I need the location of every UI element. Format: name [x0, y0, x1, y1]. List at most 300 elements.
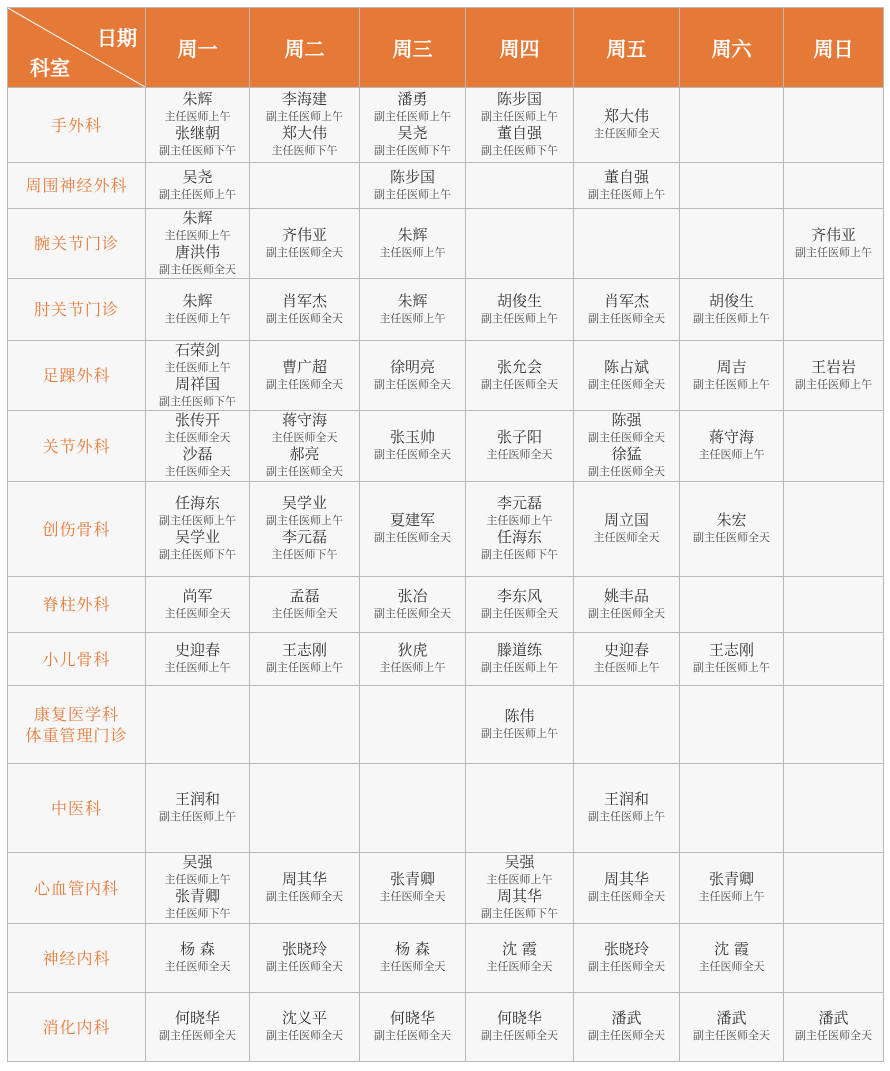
schedule-cell — [250, 924, 360, 993]
doctor-entry — [466, 708, 573, 742]
table-row — [8, 482, 884, 577]
doctor-title-session: 主任医师全天 — [271, 431, 338, 444]
doctor-entry — [466, 1010, 573, 1044]
day-header-sat: 周六 — [680, 8, 784, 88]
doctor-entry — [146, 888, 249, 922]
header-row — [8, 8, 884, 88]
doctor-entry — [250, 871, 359, 905]
schedule-cell — [466, 686, 574, 764]
doctor-name: 周吉 — [716, 357, 747, 376]
department-name-line: 神经内科 — [42, 948, 111, 968]
doctor-title-session: 副主任医师上午 — [588, 187, 665, 201]
department-name-line: 中医科 — [50, 798, 102, 818]
doctor-title-session: 副主任医师全天 — [481, 606, 558, 620]
doctor-entry — [466, 125, 573, 159]
doctor-title-session: 主任医师上午 — [379, 661, 446, 674]
doctor-name: 王志刚 — [281, 641, 327, 659]
schedule-cell — [360, 924, 466, 993]
schedule-cell — [360, 633, 466, 686]
doctor-entry — [680, 359, 783, 393]
doctor-entry — [360, 359, 465, 393]
doctor-title-session: 主任医师上午 — [593, 661, 660, 674]
doctor-title-session: 主任医师上午 — [698, 448, 765, 461]
doctor-name: 齐伟亚 — [810, 225, 856, 244]
schedule-cell — [784, 279, 884, 341]
schedule-cell — [146, 411, 250, 482]
schedule-cell — [146, 633, 250, 686]
doctor-entry — [784, 1010, 883, 1044]
doctor-entry — [466, 495, 573, 529]
doctor-entry — [574, 791, 679, 825]
doctor-title-session: 主任医师上午 — [164, 228, 231, 242]
schedule-cell — [466, 764, 574, 853]
schedule-cell — [360, 279, 466, 341]
doctor-title-session: 主任医师全天 — [486, 960, 553, 973]
doctor-name: 朱辉 — [182, 291, 213, 310]
clinic-schedule-table — [7, 7, 884, 1062]
doctor-title-session: 主任医师全天 — [164, 960, 231, 973]
doctor-title-session: 副主任医师全天 — [266, 1029, 343, 1042]
department-name — [8, 209, 146, 279]
doctor-title-session: 副主任医师全天 — [693, 1029, 770, 1042]
doctor-name: 张青卿 — [174, 887, 220, 905]
doctor-title-session: 副主任医师全天 — [588, 465, 665, 478]
doctor-title-session: 副主任医师全天 — [266, 465, 343, 478]
doctor-name: 张允会 — [496, 357, 542, 376]
doctor-title-session: 主任医师下午 — [164, 907, 231, 920]
department-name — [8, 853, 146, 924]
doctor-title-session: 副主任医师上午 — [159, 514, 236, 527]
doctor-title-session: 副主任医师全天 — [588, 960, 665, 973]
doctor-title-session: 主任医师上午 — [164, 110, 231, 123]
doctor-title-session: 主任医师全天 — [164, 606, 231, 620]
department-name-line: 肘关节门诊 — [33, 300, 119, 319]
day-header-tue: 周二 — [250, 8, 360, 88]
doctor-title-session: 副主任医师下午 — [159, 548, 236, 561]
department-name-line: 关节外科 — [42, 436, 111, 456]
department-name — [8, 279, 146, 341]
doctor-name: 夏建军 — [389, 511, 435, 529]
schedule-cell — [574, 411, 680, 482]
doctor-name: 齐伟亚 — [281, 225, 327, 244]
doctor-name: 姚丰品 — [603, 586, 649, 605]
doctor-title-session: 副主任医师全天 — [266, 890, 343, 903]
doctor-entry — [250, 446, 359, 480]
doctor-entry — [146, 293, 249, 327]
doctor-name: 张继朝 — [174, 124, 220, 142]
schedule-cell — [574, 279, 680, 341]
doctor-entry — [680, 293, 783, 327]
schedule-cell — [680, 853, 784, 924]
department-name — [8, 482, 146, 577]
doctor-title-session: 副主任医师上午 — [588, 810, 665, 823]
doctor-title-session: 主任医师全天 — [698, 960, 765, 973]
schedule-cell — [574, 482, 680, 577]
doctor-name: 肖军杰 — [603, 291, 649, 310]
schedule-cell — [784, 88, 884, 163]
schedule-cell — [466, 482, 574, 577]
doctor-name: 周其华 — [603, 870, 649, 888]
department-name-line: 脊柱外科 — [42, 595, 111, 614]
schedule-cell — [146, 88, 250, 163]
schedule-cell — [250, 633, 360, 686]
doctor-title-session: 主任医师全天 — [164, 431, 231, 444]
schedule-cell — [574, 853, 680, 924]
doctor-title-session: 副主任医师全天 — [266, 960, 343, 973]
schedule-cell — [466, 341, 574, 411]
doctor-title-session: 副主任医师全天 — [588, 890, 665, 903]
doctor-name: 曹广超 — [281, 357, 327, 376]
schedule-cell — [784, 411, 884, 482]
doctor-entry — [466, 359, 573, 393]
schedule-cell — [466, 209, 574, 279]
department-name-line: 消化内科 — [42, 1017, 111, 1037]
schedule-cell — [574, 341, 680, 411]
doctor-title-session: 副主任医师全天 — [159, 262, 236, 276]
doctor-entry — [146, 941, 249, 975]
doctor-entry — [250, 227, 359, 261]
doctor-title-session: 副主任医师全天 — [481, 1029, 558, 1042]
doctor-name: 周其华 — [496, 887, 542, 905]
doctor-title-session: 主任医师全天 — [164, 465, 231, 478]
table-row — [8, 577, 884, 633]
doctor-name: 吴学业 — [174, 528, 220, 546]
doctor-name: 王润和 — [174, 790, 220, 808]
schedule-cell — [784, 686, 884, 764]
schedule-cell — [360, 577, 466, 633]
doctor-title-session: 副主任医师下午 — [374, 144, 451, 157]
department-name-line: 腕关节门诊 — [33, 234, 119, 253]
schedule-cell — [466, 924, 574, 993]
doctor-name: 王志刚 — [708, 641, 754, 659]
doctor-name: 潘武 — [716, 1009, 747, 1027]
doctor-entry — [250, 293, 359, 327]
doctor-entry — [250, 495, 359, 529]
doctor-entry — [146, 125, 249, 159]
department-name — [8, 88, 146, 163]
schedule-cell — [466, 993, 574, 1062]
doctor-name: 尚军 — [182, 586, 213, 605]
doctor-name: 陈步国 — [389, 167, 435, 186]
doctor-title-session: 副主任医师上午 — [481, 661, 558, 674]
doctor-name: 周祥国 — [174, 374, 220, 393]
doctor-entry — [466, 888, 573, 922]
doctor-title-session: 主任医师全天 — [486, 448, 553, 461]
doctor-title-session: 主任医师上午 — [164, 311, 231, 325]
doctor-name: 李元磊 — [496, 494, 542, 512]
doctor-entry — [146, 210, 249, 244]
table-row — [8, 163, 884, 209]
doctor-title-session: 副主任医师上午 — [693, 377, 770, 391]
department-name — [8, 411, 146, 482]
doctor-title-session: 主任医师下午 — [271, 144, 338, 157]
schedule-cell — [466, 163, 574, 209]
corner-cell — [8, 8, 146, 88]
doctor-entry — [250, 91, 359, 125]
doctor-entry — [466, 529, 573, 563]
schedule-cell — [680, 577, 784, 633]
department-name-line: 小儿骨科 — [42, 649, 111, 669]
doctor-entry — [574, 512, 679, 546]
doctor-entry — [574, 941, 679, 975]
department-name-line: 体重管理门诊 — [25, 725, 128, 745]
doctor-name: 吴尧 — [182, 167, 213, 186]
doctor-name: 潘武 — [611, 1009, 642, 1027]
schedule-cell — [574, 633, 680, 686]
doctor-entry — [250, 941, 359, 975]
doctor-entry — [146, 169, 249, 203]
department-name — [8, 341, 146, 411]
schedule-cell — [250, 341, 360, 411]
schedule-cell — [466, 411, 574, 482]
doctor-entry — [250, 359, 359, 393]
table-row — [8, 993, 884, 1062]
schedule-cell — [680, 88, 784, 163]
doctor-title-session: 副主任医师全天 — [374, 1029, 451, 1042]
doctor-title-session: 主任医师全天 — [379, 960, 446, 973]
schedule-cell — [146, 993, 250, 1062]
schedule-cell — [680, 279, 784, 341]
schedule-cell — [146, 577, 250, 633]
schedule-cell — [250, 482, 360, 577]
doctor-entry — [466, 642, 573, 676]
schedule-cell — [146, 686, 250, 764]
doctor-title-session: 副主任医师上午 — [159, 810, 236, 823]
schedule-cell — [784, 482, 884, 577]
doctor-title-session: 主任医师全天 — [271, 606, 338, 620]
doctor-name: 孟磊 — [289, 586, 320, 605]
doctor-entry — [250, 529, 359, 563]
doctor-name: 蒋守海 — [281, 411, 327, 429]
schedule-cell — [680, 633, 784, 686]
schedule-cell — [360, 993, 466, 1062]
doctor-name: 蒋守海 — [708, 428, 754, 446]
table-row — [8, 853, 884, 924]
schedule-cell — [784, 577, 884, 633]
schedule-cell — [680, 764, 784, 853]
schedule-cell — [466, 279, 574, 341]
doctor-name: 张子阳 — [496, 428, 542, 446]
schedule-cell — [146, 279, 250, 341]
doctor-name: 何晓华 — [496, 1009, 542, 1027]
department-name-line: 周围神经外科 — [25, 176, 128, 195]
doctor-entry — [146, 412, 249, 446]
schedule-cell — [784, 993, 884, 1062]
doctor-name: 史迎春 — [174, 641, 220, 659]
schedule-cell — [466, 853, 574, 924]
schedule-cell — [784, 853, 884, 924]
schedule-cell — [574, 993, 680, 1062]
doctor-name: 徐明亮 — [389, 357, 435, 376]
schedule-cell — [360, 341, 466, 411]
doctor-entry — [466, 854, 573, 888]
doctor-entry — [250, 642, 359, 676]
schedule-cell — [146, 764, 250, 853]
doctor-entry — [146, 244, 249, 278]
doctor-title-session: 副主任医师上午 — [795, 377, 872, 391]
doctor-title-session: 副主任医师上午 — [481, 311, 558, 325]
doctor-entry — [574, 293, 679, 327]
doctor-title-session: 副主任医师上午 — [481, 110, 558, 123]
doctor-entry — [360, 125, 465, 159]
doctor-name: 何晓华 — [389, 1009, 435, 1027]
doctor-entry — [146, 495, 249, 529]
doctor-title-session: 主任医师上午 — [164, 661, 231, 674]
doctor-name: 任海东 — [174, 494, 220, 512]
schedule-cell — [360, 163, 466, 209]
doctor-title-session: 主任医师全天 — [593, 531, 660, 544]
doctor-entry — [146, 642, 249, 676]
doctor-entry — [360, 91, 465, 125]
doctor-name: 陈步国 — [496, 90, 542, 108]
doctor-name: 史迎春 — [603, 641, 649, 659]
doctor-entry — [360, 1010, 465, 1044]
doctor-entry — [250, 125, 359, 159]
doctor-name: 王岩岩 — [810, 357, 856, 376]
department-name — [8, 993, 146, 1062]
doctor-title-session: 副主任医师上午 — [693, 661, 770, 674]
doctor-entry — [574, 1010, 679, 1044]
schedule-cell — [574, 924, 680, 993]
doctor-name: 狄虎 — [397, 641, 428, 659]
schedule-cell — [360, 764, 466, 853]
table-row — [8, 341, 884, 411]
doctor-title-session: 副主任医师全天 — [588, 311, 665, 325]
schedule-cell — [680, 411, 784, 482]
doctor-name: 陈伟 — [504, 706, 535, 725]
doctor-title-session: 副主任医师全天 — [374, 448, 451, 461]
doctor-entry — [360, 293, 465, 327]
doctor-entry — [574, 108, 679, 142]
schedule-cell — [146, 209, 250, 279]
doctor-name: 朱辉 — [397, 291, 428, 310]
schedule-cell — [360, 411, 466, 482]
doctor-entry — [146, 791, 249, 825]
doctor-title-session: 副主任医师全天 — [693, 531, 770, 544]
schedule-cell — [574, 209, 680, 279]
doctor-name: 周立国 — [603, 511, 649, 529]
doctor-name: 沙磊 — [182, 445, 213, 463]
doctor-entry — [146, 529, 249, 563]
schedule-cell — [574, 764, 680, 853]
doctor-title-session: 副主任医师上午 — [266, 514, 343, 527]
table-row — [8, 209, 884, 279]
corner-dept-label: 科室 — [30, 56, 70, 80]
doctor-name: 唐洪伟 — [174, 242, 220, 261]
doctor-entry — [146, 854, 249, 888]
doctor-title-session: 副主任医师全天 — [795, 1029, 872, 1042]
doctor-entry — [466, 941, 573, 975]
doctor-entry — [360, 429, 465, 463]
doctor-entry — [680, 941, 783, 975]
schedule-cell — [250, 577, 360, 633]
schedule-cell — [146, 924, 250, 993]
schedule-cell — [466, 88, 574, 163]
doctor-entry — [360, 871, 465, 905]
table-row — [8, 924, 884, 993]
doctor-name: 徐猛 — [611, 445, 642, 463]
schedule-cell — [250, 764, 360, 853]
table-row — [8, 88, 884, 163]
schedule-cell — [250, 411, 360, 482]
doctor-name: 何晓华 — [174, 1009, 220, 1027]
doctor-name: 郑大伟 — [603, 107, 649, 125]
day-header-mon: 周一 — [146, 8, 250, 88]
doctor-name: 胡俊生 — [496, 291, 542, 310]
doctor-entry — [680, 429, 783, 463]
table-row — [8, 686, 884, 764]
doctor-name: 张晓玲 — [281, 940, 327, 958]
doctor-title-session: 副主任医师全天 — [159, 1029, 236, 1042]
doctor-title-session: 副主任医师下午 — [481, 144, 558, 157]
doctor-name: 张玉帅 — [389, 428, 435, 446]
doctor-entry — [784, 227, 883, 261]
schedule-cell — [146, 163, 250, 209]
schedule-cell — [146, 341, 250, 411]
schedule-cell — [784, 633, 884, 686]
doctor-entry — [250, 1010, 359, 1044]
doctor-title-session: 副主任医师全天 — [588, 1029, 665, 1042]
schedule-cell — [784, 209, 884, 279]
schedule-cell — [680, 686, 784, 764]
doctor-entry — [574, 871, 679, 905]
doctor-title-session: 副主任医师全天 — [588, 431, 665, 444]
doctor-title-session: 副主任医师上午 — [795, 245, 872, 259]
doctor-name: 潘勇 — [397, 90, 428, 108]
day-header-wed: 周三 — [360, 8, 466, 88]
doctor-title-session: 副主任医师全天 — [374, 377, 451, 391]
doctor-name: 吴尧 — [397, 124, 428, 142]
schedule-cell — [574, 577, 680, 633]
schedule-cell — [360, 482, 466, 577]
department-name-line: 足踝外科 — [42, 366, 111, 385]
doctor-entry — [360, 588, 465, 622]
doctor-name: 石荣剑 — [174, 340, 220, 359]
schedule-cell — [250, 209, 360, 279]
doctor-entry — [680, 871, 783, 905]
schedule-cell — [784, 924, 884, 993]
doctor-title-session: 主任医师上午 — [486, 873, 553, 886]
doctor-title-session: 主任医师上午 — [698, 890, 765, 903]
doctor-entry — [784, 359, 883, 393]
doctor-title-session: 副主任医师上午 — [481, 726, 558, 740]
doctor-title-session: 副主任医师上午 — [693, 311, 770, 325]
schedule-cell — [680, 482, 784, 577]
doctor-name: 郝亮 — [289, 445, 320, 463]
doctor-name: 张冶 — [397, 586, 428, 605]
doctor-entry — [574, 169, 679, 203]
doctor-name: 郑大伟 — [281, 124, 327, 142]
doctor-entry — [250, 588, 359, 622]
doctor-title-session: 主任医师全天 — [593, 127, 660, 140]
doctor-title-session: 副主任医师全天 — [266, 377, 343, 391]
schedule-cell — [360, 209, 466, 279]
doctor-entry — [466, 588, 573, 622]
day-header-thu: 周四 — [466, 8, 574, 88]
department-name — [8, 633, 146, 686]
doctor-title-session: 副主任医师下午 — [159, 144, 236, 157]
doctor-entry — [574, 412, 679, 446]
table-row — [8, 633, 884, 686]
doctor-title-session: 副主任医师全天 — [481, 377, 558, 391]
doctor-entry — [466, 293, 573, 327]
schedule-cell — [680, 341, 784, 411]
doctor-name: 沈 霞 — [714, 940, 749, 958]
table-row — [8, 279, 884, 341]
doctor-entry — [574, 588, 679, 622]
schedule-body — [8, 88, 884, 1062]
doctor-title-session: 副主任医师全天 — [266, 245, 343, 259]
